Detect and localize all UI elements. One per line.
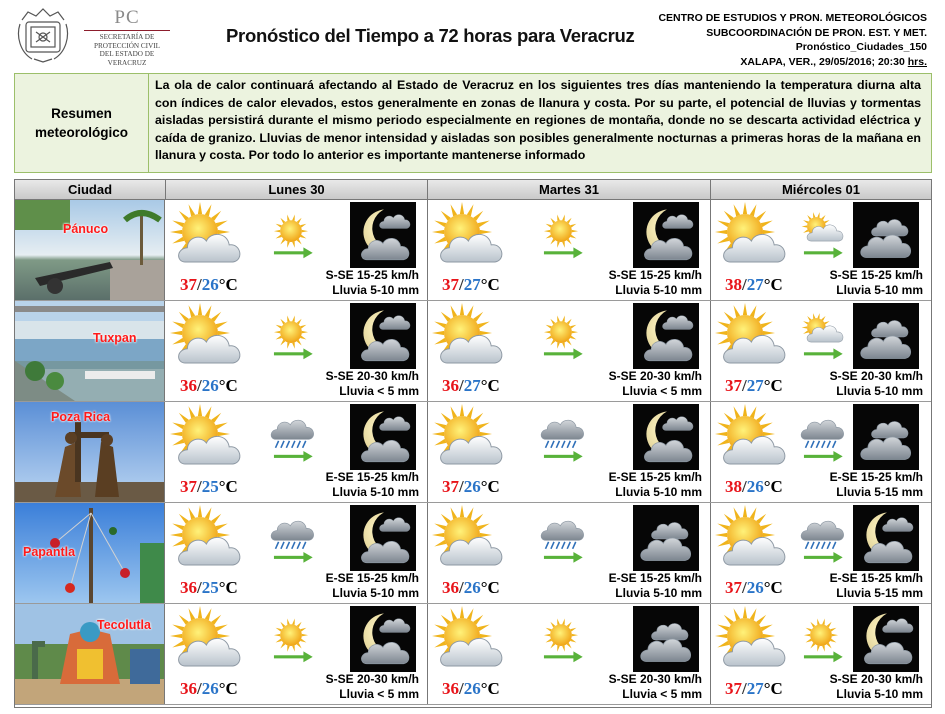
temp-separator: / (742, 477, 747, 496)
temp-separator: / (197, 679, 202, 698)
max-temp: 37 (725, 679, 742, 698)
logo-line: PROTECCIÓN CIVIL (93, 41, 161, 50)
table-row (15, 503, 931, 604)
issue-date-unit: hrs. (907, 55, 927, 68)
rain-cloud-arrow-icon (260, 406, 322, 473)
page-title: Pronóstico del Tiempo a 72 horas para Veracruz (226, 25, 635, 46)
city-name: Tuxpan (93, 331, 137, 345)
moon-cloud-icon (348, 303, 418, 374)
temp-separator: / (742, 376, 747, 395)
sun-cloud-icon (168, 202, 248, 277)
summary-label (15, 74, 149, 172)
table-row (15, 200, 931, 301)
sun-cloud-icon (430, 303, 510, 378)
day-forecast (166, 301, 428, 401)
city-name: Poza Rica (51, 410, 111, 424)
min-temp: 27 (746, 376, 764, 395)
sun-cloud-icon (430, 202, 510, 277)
sun-cloud-icon (168, 303, 248, 378)
temperature (180, 376, 238, 396)
night-cloudy-icon (851, 202, 921, 273)
max-temp: 36 (180, 376, 197, 395)
logo-pc-text: PC (114, 7, 140, 28)
wind-rain (609, 268, 702, 298)
sun-cloud-arrow-icon (790, 305, 852, 372)
wind-text: E-SE 15-25 km/h (325, 470, 419, 484)
rain-cloud-arrow-icon (790, 507, 852, 574)
day-forecast (428, 402, 711, 502)
temperature (180, 477, 238, 497)
wind-rain (609, 571, 702, 601)
min-temp: 26 (201, 679, 219, 698)
max-temp: 37 (180, 477, 197, 496)
min-temp: 26 (463, 679, 481, 698)
temp-separator: / (197, 275, 202, 294)
city-name: Pánuco (63, 222, 109, 236)
day-forecast (428, 604, 711, 704)
sun-cloud-icon (713, 404, 793, 479)
temp-separator: / (459, 477, 464, 496)
day-forecast (711, 301, 931, 401)
temp-unit: °C (763, 679, 783, 698)
sun-arrow-icon (790, 608, 852, 675)
city-photo (15, 200, 165, 300)
weather-summary (14, 73, 932, 173)
max-temp: 37 (725, 376, 742, 395)
pc-logo (84, 8, 170, 67)
temp-unit: °C (218, 578, 238, 597)
min-temp: 25 (201, 477, 219, 496)
max-temp: 36 (442, 578, 459, 597)
wind-rain (609, 470, 702, 500)
day-forecast (711, 503, 931, 603)
table-row (15, 301, 931, 402)
day-forecast (166, 503, 428, 603)
temperature (442, 275, 500, 295)
temp-unit: °C (763, 578, 783, 597)
summary-label-line: meteorológico (34, 125, 128, 140)
max-temp: 38 (725, 275, 742, 294)
temp-separator: / (459, 679, 464, 698)
max-temp: 36 (180, 578, 197, 597)
day-forecast (428, 503, 711, 603)
day-forecast (711, 604, 931, 704)
sun-cloud-icon (430, 404, 510, 479)
table-row (15, 604, 931, 705)
temp-separator: / (742, 679, 747, 698)
wind-text: E-SE 15-25 km/h (829, 571, 923, 585)
day-forecast (711, 402, 931, 502)
temp-unit: °C (218, 376, 238, 395)
moon-cloud-icon (631, 303, 701, 374)
wind-text: E-SE 15-25 km/h (829, 470, 923, 484)
min-temp: 26 (463, 578, 481, 597)
rain-text: Lluvia 5-10 mm (836, 687, 923, 701)
wind-text: E-SE 15-25 km/h (325, 571, 419, 585)
min-temp: 26 (746, 578, 764, 597)
issue-date-text: XALAPA, VER., 29/05/2016; 20:30 (740, 55, 908, 68)
sun-arrow-icon (530, 608, 592, 675)
sun-arrow-icon (530, 204, 592, 271)
forecast-table (14, 179, 932, 708)
temp-unit: °C (763, 275, 783, 294)
header (0, 0, 945, 70)
day-forecast (428, 301, 711, 401)
wind-text: S-SE 15-25 km/h (608, 268, 702, 282)
organization-info (658, 11, 927, 69)
rain-cloud-arrow-icon (530, 406, 592, 473)
summary-label-line: Resumen (51, 106, 112, 121)
temp-unit: °C (218, 275, 238, 294)
rain-text: Lluvia 5-10 mm (615, 586, 702, 600)
sun-arrow-icon (260, 305, 322, 372)
temperature (442, 477, 500, 497)
logo-line: SECRETARÍA DE (99, 33, 155, 41)
wind-text: S-SE 20-30 km/h (608, 369, 702, 383)
sun-cloud-icon (713, 505, 793, 580)
temp-unit: °C (218, 477, 238, 496)
wind-rain (326, 672, 419, 702)
wind-text: S-SE 20-30 km/h (608, 672, 702, 686)
wind-text: E-SE 15-25 km/h (608, 571, 702, 585)
city-photo (15, 301, 165, 401)
temperature (180, 679, 238, 699)
city-photo (15, 402, 165, 502)
wind-rain (326, 571, 419, 601)
sun-cloud-arrow-icon (790, 204, 852, 271)
city-photo (15, 503, 165, 603)
temperature (442, 578, 500, 598)
max-temp: 36 (442, 679, 459, 698)
temp-unit: °C (480, 275, 500, 294)
temperature (725, 679, 783, 699)
temp-separator: / (459, 578, 464, 597)
max-temp: 37 (180, 275, 197, 294)
wind-text: S-SE 20-30 km/h (325, 369, 419, 383)
rain-text: Lluvia 5-10 mm (615, 283, 702, 297)
max-temp: 37 (442, 275, 459, 294)
moon-cloud-icon (348, 505, 418, 576)
min-temp: 27 (746, 275, 764, 294)
moon-cloud-icon (631, 202, 701, 273)
rain-cloud-arrow-icon (260, 507, 322, 574)
table-row (15, 402, 931, 503)
wind-rain (830, 672, 923, 702)
rain-text: Lluvia < 5 mm (622, 384, 702, 398)
temp-unit: °C (480, 376, 500, 395)
rain-text: Lluvia 5-10 mm (836, 283, 923, 297)
issue-date (658, 55, 927, 70)
temperature (725, 578, 783, 598)
day-forecast (428, 200, 711, 300)
temperature (725, 477, 783, 497)
day-forecast (166, 402, 428, 502)
sun-cloud-icon (430, 606, 510, 681)
wind-rain (326, 470, 419, 500)
wind-text: S-SE 20-30 km/h (829, 369, 923, 383)
temperature (442, 376, 500, 396)
night-cloudy-icon (631, 606, 701, 677)
org-line: CENTRO DE ESTUDIOS Y PRON. METEOROLÓGICOS (658, 12, 927, 24)
wind-rain (830, 470, 923, 500)
wind-text: S-SE 15-25 km/h (829, 268, 923, 282)
sun-arrow-icon (260, 608, 322, 675)
rain-text: Lluvia < 5 mm (339, 384, 419, 398)
wind-text: S-SE 20-30 km/h (829, 672, 923, 686)
sun-cloud-icon (713, 303, 793, 378)
temp-unit: °C (480, 477, 500, 496)
rain-cloud-arrow-icon (790, 406, 852, 473)
wind-rain (830, 369, 923, 399)
rain-text: Lluvia < 5 mm (622, 687, 702, 701)
max-temp: 36 (442, 376, 459, 395)
sun-cloud-icon (713, 202, 793, 277)
min-temp: 27 (463, 275, 481, 294)
temp-separator: / (742, 578, 747, 597)
max-temp: 37 (442, 477, 459, 496)
rain-text: Lluvia 5-15 mm (836, 586, 923, 600)
temp-separator: / (742, 275, 747, 294)
rain-cloud-arrow-icon (530, 507, 592, 574)
night-cloudy-icon (631, 505, 701, 576)
sun-cloud-icon (168, 505, 248, 580)
wind-rain (326, 369, 419, 399)
temperature (442, 679, 500, 699)
temperature (725, 376, 783, 396)
wind-rain (830, 268, 923, 298)
sun-arrow-icon (260, 204, 322, 271)
max-temp: 37 (725, 578, 742, 597)
column-header-day: Martes 31 (428, 180, 711, 200)
temp-separator: / (197, 477, 202, 496)
org-line: Pronóstico_Ciudades_150 (795, 41, 927, 53)
temperature (180, 275, 238, 295)
sun-cloud-icon (713, 606, 793, 681)
moon-cloud-icon (851, 505, 921, 576)
wind-text: S-SE 15-25 km/h (325, 268, 419, 282)
city-photo (15, 604, 165, 704)
temperature (180, 578, 238, 598)
wind-rain (326, 268, 419, 298)
moon-cloud-icon (348, 606, 418, 677)
min-temp: 26 (746, 477, 764, 496)
sun-cloud-icon (430, 505, 510, 580)
temp-unit: °C (480, 578, 500, 597)
moon-cloud-icon (631, 404, 701, 475)
temp-separator: / (459, 275, 464, 294)
temp-separator: / (459, 376, 464, 395)
moon-cloud-icon (348, 404, 418, 475)
max-temp: 38 (725, 477, 742, 496)
city-name: Papantla (23, 545, 76, 559)
temp-unit: °C (218, 679, 238, 698)
org-line: SUBCOORDINACIÓN DE PRON. EST. Y MET. (706, 26, 927, 39)
max-temp: 36 (180, 679, 197, 698)
sun-cloud-icon (168, 606, 248, 681)
wind-rain (830, 571, 923, 601)
min-temp: 25 (201, 578, 219, 597)
rain-text: Lluvia 5-10 mm (332, 283, 419, 297)
night-cloudy-icon (851, 303, 921, 374)
wind-rain (609, 672, 702, 702)
rain-text: Lluvia 5-10 mm (615, 485, 702, 499)
wind-text: E-SE 15-25 km/h (608, 470, 702, 484)
min-temp: 26 (201, 275, 219, 294)
logo-line: DEL ESTADO DE VERACRUZ (99, 50, 155, 67)
rain-text: Lluvia 5-15 mm (836, 485, 923, 499)
temp-unit: °C (763, 376, 783, 395)
moon-cloud-icon (348, 202, 418, 273)
column-header-day: Lunes 30 (166, 180, 428, 200)
day-forecast (166, 604, 428, 704)
moon-cloud-icon (851, 606, 921, 677)
city-name: Tecolutla (97, 618, 151, 632)
min-temp: 27 (746, 679, 764, 698)
rain-text: Lluvia 5-10 mm (836, 384, 923, 398)
column-header-city: Ciudad (15, 180, 166, 200)
night-cloudy-icon (851, 404, 921, 475)
sun-arrow-icon (530, 305, 592, 372)
sun-cloud-icon (168, 404, 248, 479)
column-header-day: Miércoles 01 (711, 180, 931, 200)
wind-text: S-SE 20-30 km/h (325, 672, 419, 686)
wind-rain (609, 369, 702, 399)
min-temp: 27 (463, 376, 481, 395)
temp-separator: / (197, 376, 202, 395)
summary-text: La ola de calor continuará afectando al Estado de Veracruz en los siguientes tres días manteniendo la temperatura diurna alta con índices de calor elevados, estos generalmente en zonas de llanura y costa. Por su parte, el potencial de lluvias y tormentas aisladas persistirá durante el mismo periodo especialmente en regiones de montaña, donde no se descarta actividad eléctrica y caída de granizo. Lluvias de menor intensidad y aisladas son posibles generalmente nocturnas a primeras horas de la mañana en llanura y costa. Por todo lo anterior es importante mantenerse informado (155, 78, 921, 163)
min-temp: 26 (201, 376, 219, 395)
day-forecast (711, 200, 931, 300)
min-temp: 26 (463, 477, 481, 496)
day-forecast (166, 200, 428, 300)
temp-unit: °C (480, 679, 500, 698)
temperature (725, 275, 783, 295)
rain-text: Lluvia < 5 mm (339, 687, 419, 701)
veracruz-seal-icon (14, 4, 72, 64)
temp-unit: °C (763, 477, 783, 496)
rain-text: Lluvia 5-10 mm (332, 586, 419, 600)
temp-separator: / (197, 578, 202, 597)
rain-text: Lluvia 5-10 mm (332, 485, 419, 499)
logo-divider (84, 30, 170, 31)
